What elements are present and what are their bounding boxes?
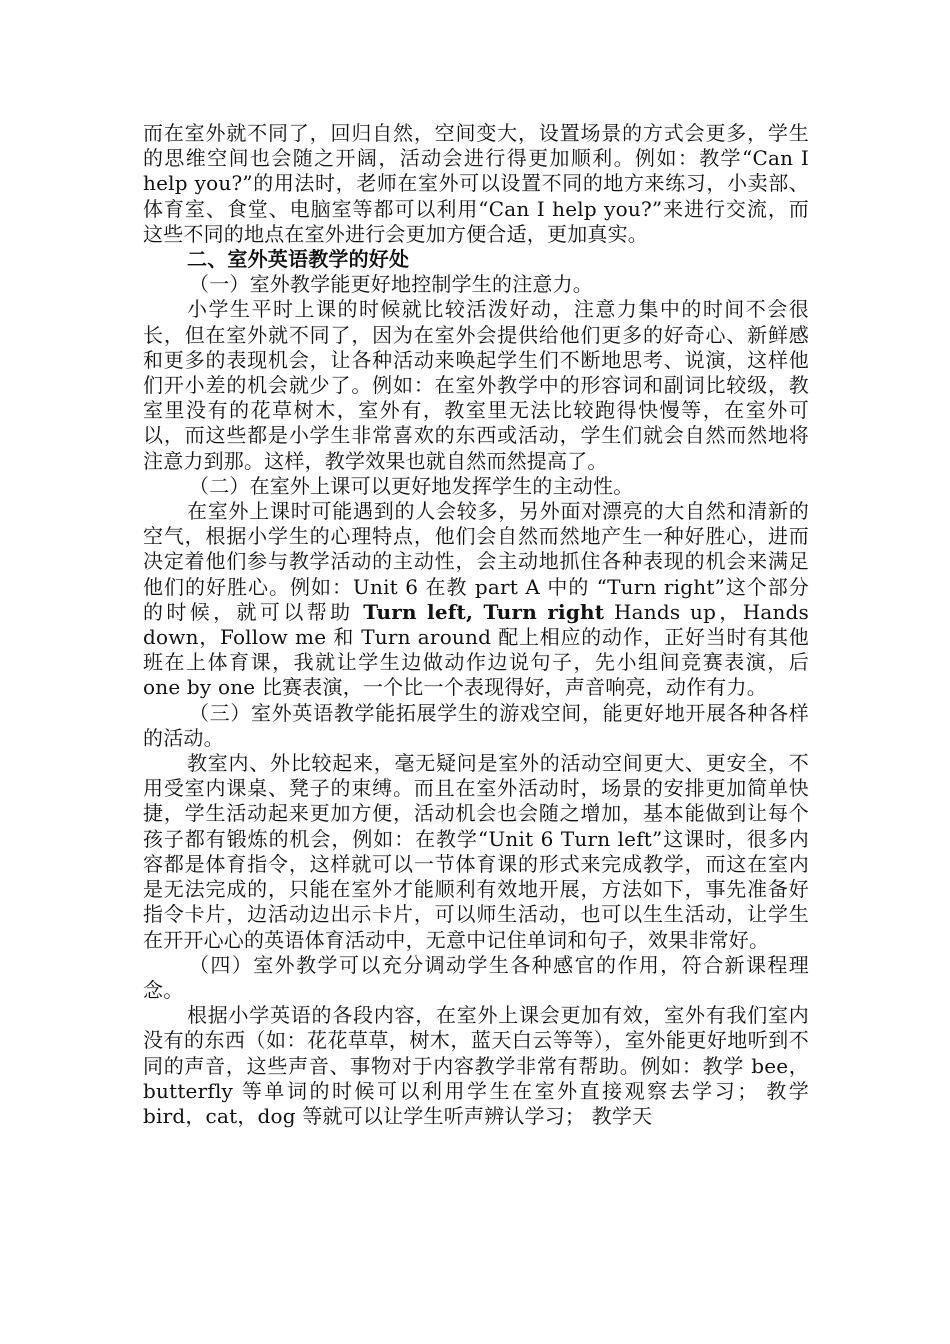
document-body (143, 121, 809, 1129)
subsection-2-body-bold: Turn left, Turn right (363, 599, 605, 624)
subsection-2-title: （二）在室外上课可以更好地发挥学生的主动性。 (189, 473, 634, 498)
subsection-2-body (143, 499, 809, 701)
subsection-3-body: 教室内、外比较起来，毫无疑问是室外的活动空间更大、更安全，不用受室内课桌、凳子的束缚。而且在室外活动时，场景的安排更加简单快捷，学生活动起来更加方便，活动机会也会随之增加，基本能做到让每个孩子都有锻炼的机会，例如：在教学“Unit 6 Turn left”这课时，很多内容都是体育指令，这样就可以一节体育课的形式来完成教学，而这在室内是无法完成的，只能在室外才能顺利有效地开展，方法如下，事先准备好指令卡片，边活动边出示卡片，可以师生活动，也可以生生活动，让学生在开开心心的英语体育活动中，无意中记住单词和句子，效果非常好。 (143, 751, 809, 952)
intro-paragraph: 而在室外就不同了，回归自然，空间变大，设置场景的方式会更多，学生的思维空间也会随之开阔，活动会进行得更加顺利。例如：教学“Can I help you?”的用法时，老师在室外可以设置不同的地方来练习，小卖部、体育室、食堂、电脑室等都可以利用“Can I help you?”来进行交流，而这些不同的地点在室外进行会更加方便合适，更加真实。 (143, 121, 809, 246)
subsection-1-title: （一）室外教学能更好地控制学生的注意力。 (189, 272, 593, 297)
subsection-3-title: （三）室外英语教学能拓展学生的游戏空间，能更好地开展各种各样的活动。 (143, 700, 809, 750)
section-heading: 二、室外英语教学的好处 (187, 247, 410, 272)
subsection-4-body: 根据小学英语的各段内容，在室外上课会更加有效，室外有我们室内没有的东西（如：花花草草，树木，蓝天白云等等），室外能更好地听到不同的声音，这些声音、事物对于内容教学非常有帮助。例如：教学 bee，butterfly 等单词的时候可以利用学生在室外直接观察去学习； 教学 bird，cat，dog 等就可以让学生听声辨认学习； 教学天 (143, 1003, 809, 1128)
subsection-1-body: 小学生平时上课的时候就比较活泼好动，注意力集中的时间不会很长，但在室外就不同了，因为在室外会提供给他们更多的好奇心、新鲜感和更多的表现机会，让各种活动来唤起学生们不断地思考、说演，这样他们开小差的机会就少了。例如：在室外教学中的形容词和副词比较级，教室里没有的花草树木，室外有，教室里无法比较跑得快慢等，在室外可以，而这些都是小学生非常喜欢的东西或活动，学生们就会自然而然地将注意力到那。这样，教学效果也就自然而然提高了。 (143, 297, 809, 473)
subsection-4-title: （四）室外教学可以充分调动学生各种感官的作用，符合新课程理念。 (143, 952, 809, 1002)
subsection-2-body-part2: Hands up，Hands down，Follow me 和 Turn around 配上相应的动作，正好当时有其他班在上体育课，我就让学生边做动作边说句子，先小组间竞赛表演，后 one by one 比赛表演，一个比一个表现得好，声音响亮，动作有力。 (143, 599, 810, 700)
subsection-2-body-part1: 在室外上课时可能遇到的人会较多，另外面对漂亮的大自然和清新的空气，根据小学生的心理特点，他们会自然而然地产生一种好胜心，进而决定着他们参与教学活动的主动性，会主动地抓住各种表现的机会来满足他们的好胜心。例如：Unit 6 在教 part A 中的 “Turn right”这个部分的时候，就可以帮助 (143, 499, 809, 624)
